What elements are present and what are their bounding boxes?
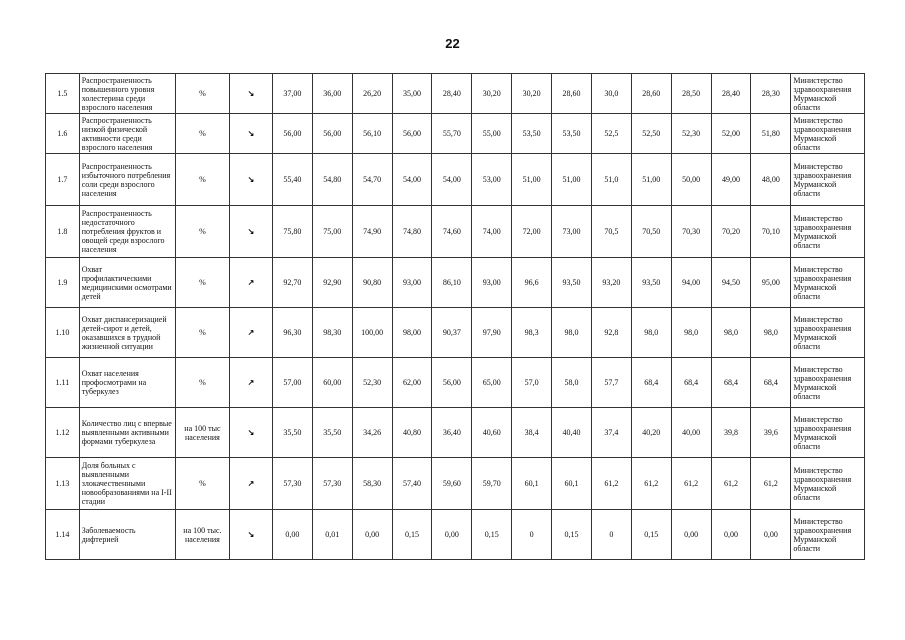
value-cell: 0: [512, 510, 552, 560]
value-cell: 52,30: [352, 358, 392, 408]
value-cell: 40,80: [392, 408, 432, 458]
value-cell: 54,70: [352, 154, 392, 206]
value-cell: 49,00: [711, 154, 751, 206]
value-cell: 56,10: [352, 114, 392, 154]
row-number: 1.12: [46, 408, 80, 458]
row-number: 1.10: [46, 308, 80, 358]
value-cell: 55,70: [432, 114, 472, 154]
value-cell: 73,00: [552, 206, 592, 258]
row-number: 1.6: [46, 114, 80, 154]
page-number: 22: [445, 36, 460, 51]
value-cell: 28,40: [711, 74, 751, 114]
value-cell: 61,2: [591, 458, 631, 510]
value-cell: 56,00: [392, 114, 432, 154]
trend-arrow-icon: ↘: [230, 510, 273, 560]
value-cell: 35,00: [392, 74, 432, 114]
unit-cell: %: [175, 154, 229, 206]
value-cell: 51,80: [751, 114, 791, 154]
trend-arrow-icon: ↗: [230, 308, 273, 358]
value-cell: 54,80: [312, 154, 352, 206]
value-cell: 98,0: [751, 308, 791, 358]
indicator-name: Распространенность повышенного уровня холестерина среди взрослого населения: [79, 74, 175, 114]
table-row: [46, 358, 865, 408]
value-cell: 94,50: [711, 258, 751, 308]
value-cell: 38,4: [512, 408, 552, 458]
value-cell: 37,4: [591, 408, 631, 458]
unit-cell: %: [175, 458, 229, 510]
value-cell: 70,30: [671, 206, 711, 258]
responsible-body: Министерство здравоохранения Мурманской области: [791, 258, 865, 308]
row-number: 1.5: [46, 74, 80, 114]
value-cell: 59,70: [472, 458, 512, 510]
value-cell: 28,60: [631, 74, 671, 114]
indicator-name: Распространенность избыточного потребления соли среди взрослого населения: [79, 154, 175, 206]
value-cell: 35,50: [272, 408, 312, 458]
value-cell: 98,30: [312, 308, 352, 358]
value-cell: 58,30: [352, 458, 392, 510]
value-cell: 28,30: [751, 74, 791, 114]
value-cell: 92,90: [312, 258, 352, 308]
table-row: [46, 308, 865, 358]
value-cell: 37,00: [272, 74, 312, 114]
value-cell: 0,00: [272, 510, 312, 560]
table-row: [46, 114, 865, 154]
value-cell: 61,2: [631, 458, 671, 510]
table-row: [46, 458, 865, 510]
value-cell: 57,0: [512, 358, 552, 408]
value-cell: 60,1: [512, 458, 552, 510]
value-cell: 98,3: [512, 308, 552, 358]
value-cell: 52,00: [711, 114, 751, 154]
table-row: [46, 510, 865, 560]
value-cell: 68,4: [751, 358, 791, 408]
responsible-body: Министерство здравоохранения Мурманской области: [791, 154, 865, 206]
value-cell: 0,15: [552, 510, 592, 560]
value-cell: 48,00: [751, 154, 791, 206]
unit-cell: %: [175, 308, 229, 358]
table-row: [46, 74, 865, 114]
value-cell: 52,30: [671, 114, 711, 154]
indicator-name: Охват профилактическими медицинскими осмотрами детей: [79, 258, 175, 308]
value-cell: 53,50: [552, 114, 592, 154]
value-cell: 57,30: [272, 458, 312, 510]
value-cell: 93,00: [392, 258, 432, 308]
responsible-body: Министерство здравоохранения Мурманской области: [791, 308, 865, 358]
unit-cell: на 100 тыс населения: [175, 408, 229, 458]
trend-arrow-icon: ↘: [230, 74, 273, 114]
value-cell: 57,30: [312, 458, 352, 510]
value-cell: 60,1: [552, 458, 592, 510]
indicator-name: Охват населения профосмотрами на туберкулез: [79, 358, 175, 408]
value-cell: 28,50: [671, 74, 711, 114]
value-cell: 97,90: [472, 308, 512, 358]
value-cell: 68,4: [711, 358, 751, 408]
value-cell: 30,0: [591, 74, 631, 114]
value-cell: 96,30: [272, 308, 312, 358]
value-cell: 0,01: [312, 510, 352, 560]
value-cell: 94,00: [671, 258, 711, 308]
responsible-body: Министерство здравоохранения Мурманской области: [791, 358, 865, 408]
responsible-body: Министерство здравоохранения Мурманской области: [791, 74, 865, 114]
value-cell: 0,00: [352, 510, 392, 560]
value-cell: 54,00: [392, 154, 432, 206]
trend-arrow-icon: ↘: [230, 206, 273, 258]
responsible-body: Министерство здравоохранения Мурманской области: [791, 510, 865, 560]
value-cell: 70,5: [591, 206, 631, 258]
value-cell: 98,0: [631, 308, 671, 358]
value-cell: 0,15: [392, 510, 432, 560]
value-cell: 26,20: [352, 74, 392, 114]
value-cell: 56,00: [312, 114, 352, 154]
value-cell: 92,70: [272, 258, 312, 308]
value-cell: 52,50: [631, 114, 671, 154]
unit-cell: на 100 тыс. населения: [175, 510, 229, 560]
row-number: 1.9: [46, 258, 80, 308]
trend-arrow-icon: ↘: [230, 154, 273, 206]
indicator-name: Заболеваемость дифтерией: [79, 510, 175, 560]
value-cell: 93,50: [552, 258, 592, 308]
value-cell: 0,00: [432, 510, 472, 560]
value-cell: 54,00: [432, 154, 472, 206]
value-cell: 90,37: [432, 308, 472, 358]
value-cell: 93,00: [472, 258, 512, 308]
value-cell: 30,20: [512, 74, 552, 114]
value-cell: 59,60: [432, 458, 472, 510]
value-cell: 70,50: [631, 206, 671, 258]
responsible-body: Министерство здравоохранения Мурманской области: [791, 408, 865, 458]
value-cell: 40,60: [472, 408, 512, 458]
table-body: [46, 74, 865, 560]
table-row: [46, 408, 865, 458]
value-cell: 95,00: [751, 258, 791, 308]
value-cell: 0,00: [751, 510, 791, 560]
trend-arrow-icon: ↗: [230, 458, 273, 510]
value-cell: 52,5: [591, 114, 631, 154]
unit-cell: %: [175, 358, 229, 408]
value-cell: 53,50: [512, 114, 552, 154]
value-cell: 36,00: [312, 74, 352, 114]
value-cell: 34,26: [352, 408, 392, 458]
value-cell: 70,20: [711, 206, 751, 258]
indicator-name: Количество лиц с впервые выявленными активными формами туберкулеза: [79, 408, 175, 458]
table-row: [46, 154, 865, 206]
value-cell: 56,00: [432, 358, 472, 408]
value-cell: 72,00: [512, 206, 552, 258]
responsible-body: Министерство здравоохранения Мурманской области: [791, 114, 865, 154]
value-cell: 58,0: [552, 358, 592, 408]
value-cell: 65,00: [472, 358, 512, 408]
row-number: 1.7: [46, 154, 80, 206]
value-cell: 40,00: [671, 408, 711, 458]
table-row: [46, 258, 865, 308]
indicator-name: Распространенность низкой физической активности среди взрослого населения: [79, 114, 175, 154]
value-cell: 57,00: [272, 358, 312, 408]
responsible-body: Министерство здравоохранения Мурманской области: [791, 458, 865, 510]
value-cell: 92,8: [591, 308, 631, 358]
value-cell: 61,2: [711, 458, 751, 510]
value-cell: 98,0: [711, 308, 751, 358]
unit-cell: %: [175, 114, 229, 154]
trend-arrow-icon: ↗: [230, 358, 273, 408]
value-cell: 93,50: [631, 258, 671, 308]
value-cell: 75,00: [312, 206, 352, 258]
value-cell: 0,00: [711, 510, 751, 560]
value-cell: 55,00: [472, 114, 512, 154]
unit-cell: %: [175, 74, 229, 114]
value-cell: 86,10: [432, 258, 472, 308]
value-cell: 74,00: [472, 206, 512, 258]
value-cell: 56,00: [272, 114, 312, 154]
row-number: 1.11: [46, 358, 80, 408]
value-cell: 100,00: [352, 308, 392, 358]
table-row: [46, 206, 865, 258]
row-number: 1.13: [46, 458, 80, 510]
value-cell: 0,15: [472, 510, 512, 560]
unit-cell: %: [175, 206, 229, 258]
value-cell: 53,00: [472, 154, 512, 206]
value-cell: 50,00: [671, 154, 711, 206]
value-cell: 36,40: [432, 408, 472, 458]
value-cell: 39,6: [751, 408, 791, 458]
value-cell: 0,15: [631, 510, 671, 560]
value-cell: 39,8: [711, 408, 751, 458]
value-cell: 62,00: [392, 358, 432, 408]
value-cell: 75,80: [272, 206, 312, 258]
value-cell: 0,00: [671, 510, 711, 560]
unit-cell: %: [175, 258, 229, 308]
value-cell: 51,00: [552, 154, 592, 206]
value-cell: 68,4: [631, 358, 671, 408]
value-cell: 55,40: [272, 154, 312, 206]
indicator-name: Доля больных с выявленными злокачественными новообразованиями на I-II стадии: [79, 458, 175, 510]
value-cell: 93,20: [591, 258, 631, 308]
value-cell: 0: [591, 510, 631, 560]
value-cell: 90,80: [352, 258, 392, 308]
trend-arrow-icon: ↘: [230, 408, 273, 458]
responsible-body: Министерство здравоохранения Мурманской области: [791, 206, 865, 258]
value-cell: 57,7: [591, 358, 631, 408]
value-cell: 35,50: [312, 408, 352, 458]
value-cell: 51,00: [512, 154, 552, 206]
value-cell: 61,2: [751, 458, 791, 510]
trend-arrow-icon: ↘: [230, 114, 273, 154]
row-number: 1.14: [46, 510, 80, 560]
indicator-name: Распространенность недостаточного потребления фруктов и овощей среди взрослого населения: [79, 206, 175, 258]
value-cell: 98,0: [671, 308, 711, 358]
value-cell: 51,0: [591, 154, 631, 206]
value-cell: 51,00: [631, 154, 671, 206]
value-cell: 98,00: [392, 308, 432, 358]
trend-arrow-icon: ↗: [230, 258, 273, 308]
value-cell: 40,40: [552, 408, 592, 458]
value-cell: 68,4: [671, 358, 711, 408]
indicators-table: [45, 73, 865, 560]
row-number: 1.8: [46, 206, 80, 258]
value-cell: 74,80: [392, 206, 432, 258]
value-cell: 74,60: [432, 206, 472, 258]
indicator-name: Охват диспансеризацией детей-сирот и детей, оказавшихся в трудной жизненной ситуации: [79, 308, 175, 358]
value-cell: 40,20: [631, 408, 671, 458]
value-cell: 61,2: [671, 458, 711, 510]
value-cell: 30,20: [472, 74, 512, 114]
value-cell: 28,40: [432, 74, 472, 114]
value-cell: 74,90: [352, 206, 392, 258]
value-cell: 70,10: [751, 206, 791, 258]
value-cell: 57,40: [392, 458, 432, 510]
value-cell: 60,00: [312, 358, 352, 408]
value-cell: 96,6: [512, 258, 552, 308]
value-cell: 98,0: [552, 308, 592, 358]
value-cell: 28,60: [552, 74, 592, 114]
